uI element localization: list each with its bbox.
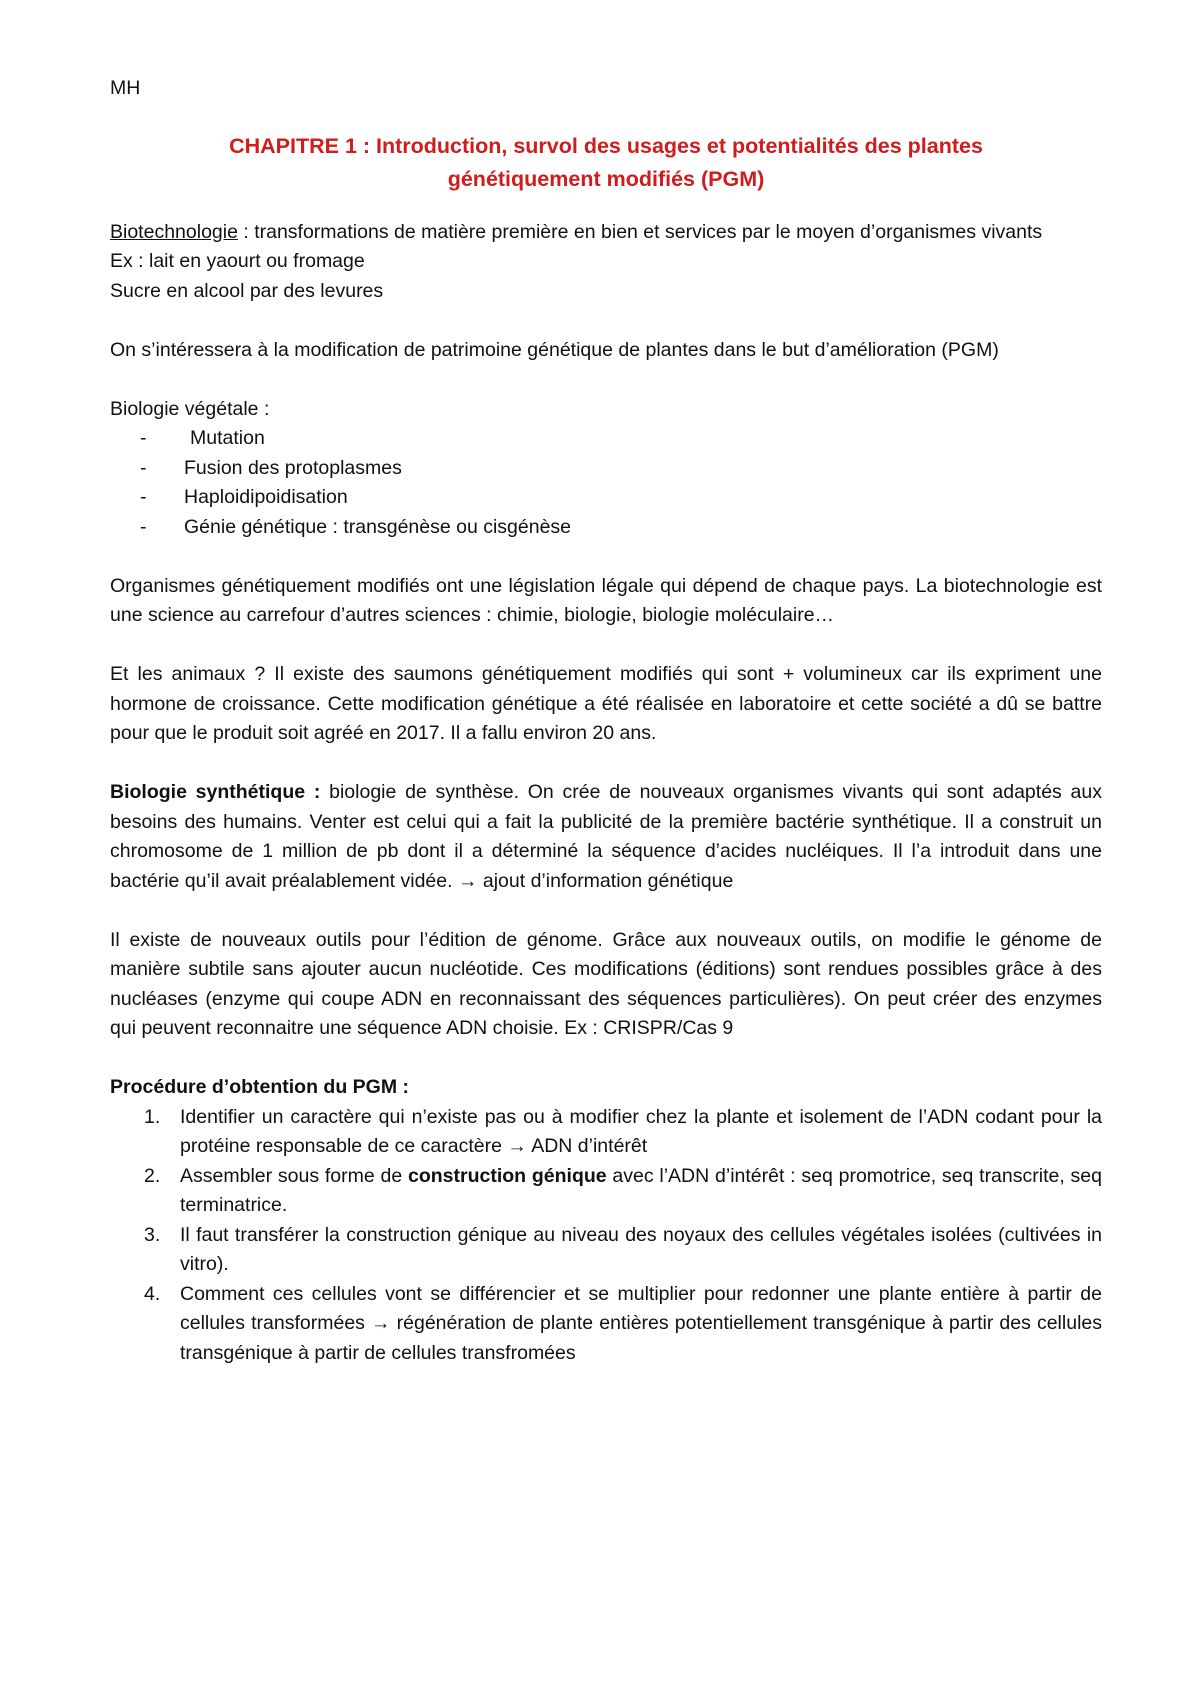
procedure-step [144,1280,1102,1369]
procedure-title: Procédure d’obtention du PGM : [110,1076,409,1098]
procedure-steps [110,1103,1102,1369]
list-item [140,513,1102,543]
synthetic-biology-term: Biologie synthétique : [110,781,321,803]
chapter-title-line-2: génétiquement modifiés (PGM) [447,166,765,191]
list-item [140,424,1102,454]
list-item-text: Haploidipoidisation [184,486,348,508]
bio-vegetale-section [110,395,1102,543]
procedure-step [144,1103,1102,1162]
list-item [140,483,1102,513]
step-text: Comment ces cellules vont se différencier et se multiplier pour redonner une plante entière à partir de cellules transformées → régénération de plante entières potentiellement transgénique à partir des cellules transgénique à partir de cellules transfromées [180,1282,1102,1364]
bio-vegetale-title: Biologie végétale : [110,397,270,420]
step-text: Il faut transférer la construction génique au niveau des noyaux des cellules végétales isolées (cultivées in vitro). [180,1223,1102,1275]
biotech-term: Biotechnologie [110,220,238,243]
biotech-example-2: Sucre en alcool par des levures [110,279,384,302]
dash-bullet: - [140,515,147,538]
step-text: Identifier un caractère qui n’existe pas ou à modifier chez la plante et isolement de l’ADN codant pour la protéine responsable de ce caractère → ADN d’intérêt [180,1105,1102,1157]
step-number: 3. [144,1223,161,1246]
dash-bullet: - [140,456,147,479]
animals-paragraph: Et les animaux ? Il existe des saumons génétiquement modifiés qui sont + volumineux car ils expriment une hormone de croissance. Cette modification génétique a été réalisée en laboratoire et cette société a dû se battre pour que le produit soit agréé en 2017. Il a fallu environ 20 ans. [110,663,1102,744]
biotech-definition-line [110,218,1102,248]
synthetic-biology-text: biologie de synthèse. On crée de nouveaux organismes vivants qui sont adaptés aux besoins des humains. Venter est celui qui a fait la publicité de la première bactérie synthétique. Il a construit un chromosome de 1 million de pb dont il a déterminé la séquence d’acides nucléiques. Il l’a introduit dans une bactérie qu’il avait préalablement vidée. → ajout d’information génétique [110,781,1102,892]
step-number: 1. [144,1105,161,1128]
step-text-after: avec l’ADN d’intérêt : seq promotrice, seq transcrite, seq terminatrice. [180,1164,1102,1216]
dash-bullet: - [140,427,147,449]
interest-paragraph: On s’intéressera à la modification de patrimoine génétique de plantes dans le but d’amélioration (PGM) [110,338,999,361]
biotech-definition [110,218,1102,307]
biotech-example-1: Ex : lait en yaourt ou fromage [110,250,365,272]
step-number: 4. [144,1282,161,1305]
list-item-text: Mutation [190,427,265,449]
step-bold-term: construction génique [407,1164,607,1187]
bio-vegetale-list [110,424,1102,542]
ogm-paragraph: Organismes génétiquement modifiés ont une législation légale qui dépend de chaque pays. La biotechnologie est une science au carrefour d’autres sciences : chimie, biologie, biologie moléculaire… [110,574,1102,626]
genome-editing-paragraph: Il existe de nouveaux outils pour l’édition de génome. Grâce aux nouveaux outils, on modifie le génome de manière subtile sans ajouter aucun nucléotide. Ces modifications (éditions) sont rendues possibles grâce à des nucléases (enzyme qui coupe ADN en reconnaissant des séquences particulières). On peut créer des enzymes qui peuvent reconnaitre une séquence ADN choisie. Ex : CRISPR/Cas 9 [110,928,1102,1039]
synthetic-biology-paragraph [110,778,1102,896]
dash-bullet: - [140,486,147,508]
chapter-title-line-1: CHAPITRE 1 : Introduction, survol des usages et potentialités des plantes [229,133,983,158]
list-item [140,454,1102,484]
procedure-step [144,1221,1102,1280]
author-initials: MH [110,77,141,99]
step-text-before: Assembler sous forme de [180,1164,408,1187]
procedure-step [144,1162,1102,1221]
chapter-title [110,130,1102,196]
biotech-definition-text: : transformations de matière première en bien et services par le moyen d’organismes vivants [237,220,1043,243]
step-number: 2. [144,1164,161,1187]
list-item-text: Génie génétique : transgénèse ou cisgénèse [184,515,572,538]
list-item-text: Fusion des protoplasmes [184,456,402,479]
procedure-section [110,1073,1102,1368]
